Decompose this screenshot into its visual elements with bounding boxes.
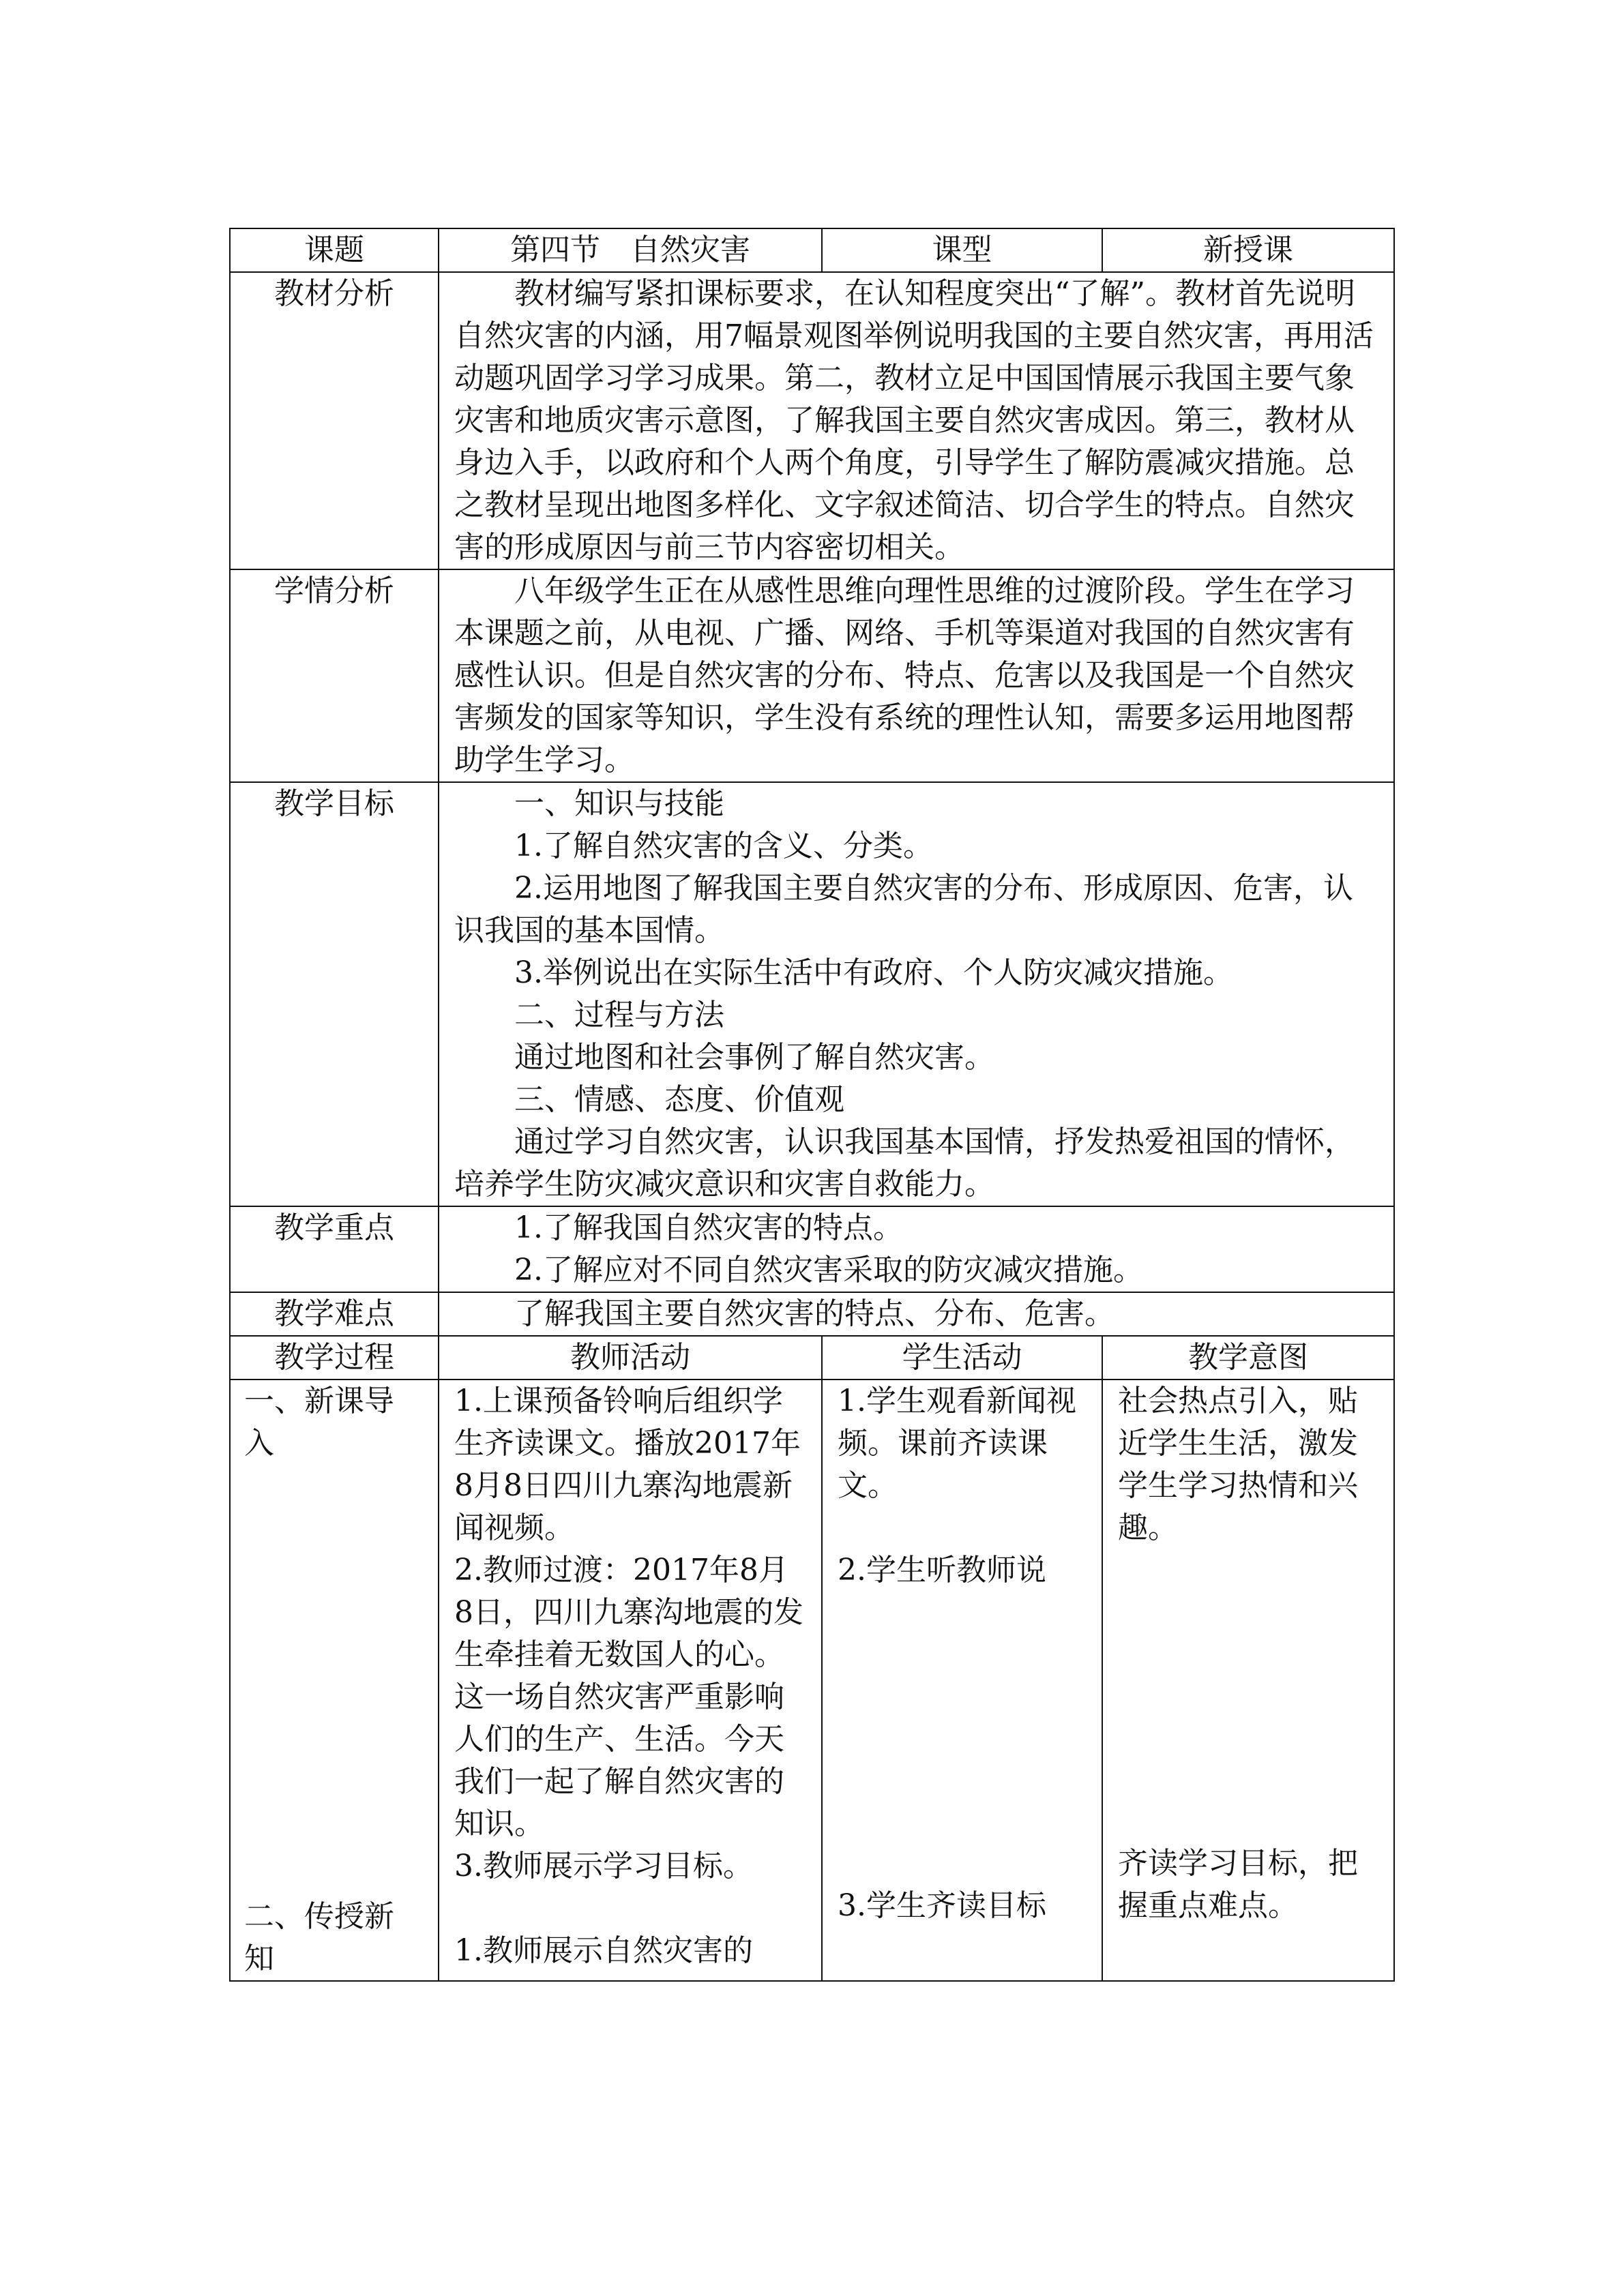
goal-line: 3.举例说出在实际生活中有政府、个人防灾减灾措施。	[514, 955, 1233, 990]
goal-line: 1.了解自然灾害的含义、分类。	[514, 829, 933, 863]
key-points-row	[230, 1206, 1394, 1292]
goals-cell	[439, 782, 1394, 1206]
process-header-intent: 教学意图	[1102, 1336, 1394, 1380]
type-value: 新授课	[1102, 228, 1394, 272]
intent-text: 齐读学习目标，把握重点难点。	[1118, 1846, 1358, 1923]
difficulty-text: 了解我国主要自然灾害的特点、分布、危害。	[514, 1296, 1114, 1331]
topic-label: 课题	[230, 228, 439, 272]
material-text: 教材编写紧扣课标要求，在认知程度突出“了解”。教材首先说明自然灾害的内涵，用7幅景观图举例说明我国的主要自然灾害，再用活动题巩固学习学习成果。第二，教材立足中国国情展示我国主要气象灾害和地质灾害示意图，了解我国主要自然灾害成因。第三，教材从身边入手，以政府和个人两个角度，引导学生了解防震减灾措施。总之教材呈现出地图多样化、文字叙述简洁、切合学生的特点。自然灾害的形成原因与前三节内容密切相关。	[454, 276, 1374, 565]
process-header-row	[230, 1336, 1394, 1380]
difficulty-label: 教学难点	[230, 1292, 439, 1336]
stage-new-knowledge: 二、传授新知	[244, 1899, 394, 1976]
header-row	[230, 228, 1394, 272]
difficulty-cell	[439, 1292, 1394, 1336]
process-header-stage: 教学过程	[230, 1336, 439, 1380]
goals-row	[230, 782, 1394, 1206]
teacher-step: 1.教师展示自然灾害的	[454, 1933, 753, 1968]
student-step: 1.学生观看新闻视频。课前齐读课文。	[838, 1384, 1076, 1503]
stage-intro: 一、新课导入	[244, 1384, 394, 1461]
key-point-line: 1.了解我国自然灾害的特点。	[514, 1210, 903, 1245]
process-stage-cell	[230, 1380, 439, 1981]
students-label: 学情分析	[230, 569, 439, 782]
key-point-line: 2.了解应对不同自然灾害采取的防灾减灾措施。	[514, 1253, 1143, 1287]
teacher-step: 3.教师展示学习目标。	[454, 1849, 753, 1883]
topic-value: 第四节 自然灾害	[439, 228, 822, 272]
intent-cell	[1102, 1380, 1394, 1981]
student-step: 3.学生齐读目标	[838, 1888, 1046, 1923]
students-row	[230, 569, 1394, 782]
student-activity-cell	[822, 1380, 1102, 1981]
teacher-activity-cell	[439, 1380, 822, 1981]
goal-line: 通过地图和社会事例了解自然灾害。	[514, 1040, 994, 1075]
process-header-student: 学生活动	[822, 1336, 1102, 1380]
key-points-cell	[439, 1206, 1394, 1292]
intent-text: 社会热点引入，贴近学生生活，激发学生学习热情和兴趣。	[1118, 1384, 1358, 1545]
students-cell	[439, 569, 1394, 782]
goal-line: 二、过程与方法	[514, 998, 724, 1032]
process-row	[230, 1380, 1394, 1981]
goals-label: 教学目标	[230, 782, 439, 1206]
students-text: 八年级学生正在从感性思维向理性思维的过渡阶段。学生在学习本课题之前，从电视、广播、网络、手机等渠道对我国的自然灾害有感性认识。但是自然灾害的分布、特点、危害以及我国是一个自然灾害频发的国家等知识，学生没有系统的理性认知，需要多运用地图帮助学生学习。	[454, 573, 1355, 777]
key-points-label: 教学重点	[230, 1206, 439, 1292]
goal-line: 一、知识与技能	[514, 786, 724, 821]
type-label: 课型	[822, 228, 1102, 272]
lesson-plan-table	[229, 228, 1395, 1982]
teacher-step: 1.上课预备铃响后组织学生齐读课文。播放2017年8月8日四川九寨沟地震新闻视频。	[454, 1384, 801, 1545]
student-step: 2.学生听教师说	[838, 1553, 1046, 1587]
teacher-step: 2.教师过渡：2017年8月8日，四川九寨沟地震的发生牵挂着无数国人的心。这一场自然灾害严重影响人们的生产、生活。今天我们一起了解自然灾害的知识。	[454, 1553, 803, 1841]
material-label: 教材分析	[230, 272, 439, 569]
material-cell	[439, 272, 1394, 569]
goal-line: 通过学习自然灾害，认识我国基本国情，抒发热爱祖国的情怀，培养学生防灾减灾意识和灾害自救能力。	[454, 1124, 1355, 1202]
goal-line: 三、情感、态度、价值观	[514, 1082, 844, 1117]
process-header-teacher: 教师活动	[439, 1336, 822, 1380]
goal-line: 2.运用地图了解我国主要自然灾害的分布、形成原因、危害，认识我国的基本国情。	[454, 871, 1353, 948]
difficulty-row	[230, 1292, 1394, 1336]
material-row	[230, 272, 1394, 569]
